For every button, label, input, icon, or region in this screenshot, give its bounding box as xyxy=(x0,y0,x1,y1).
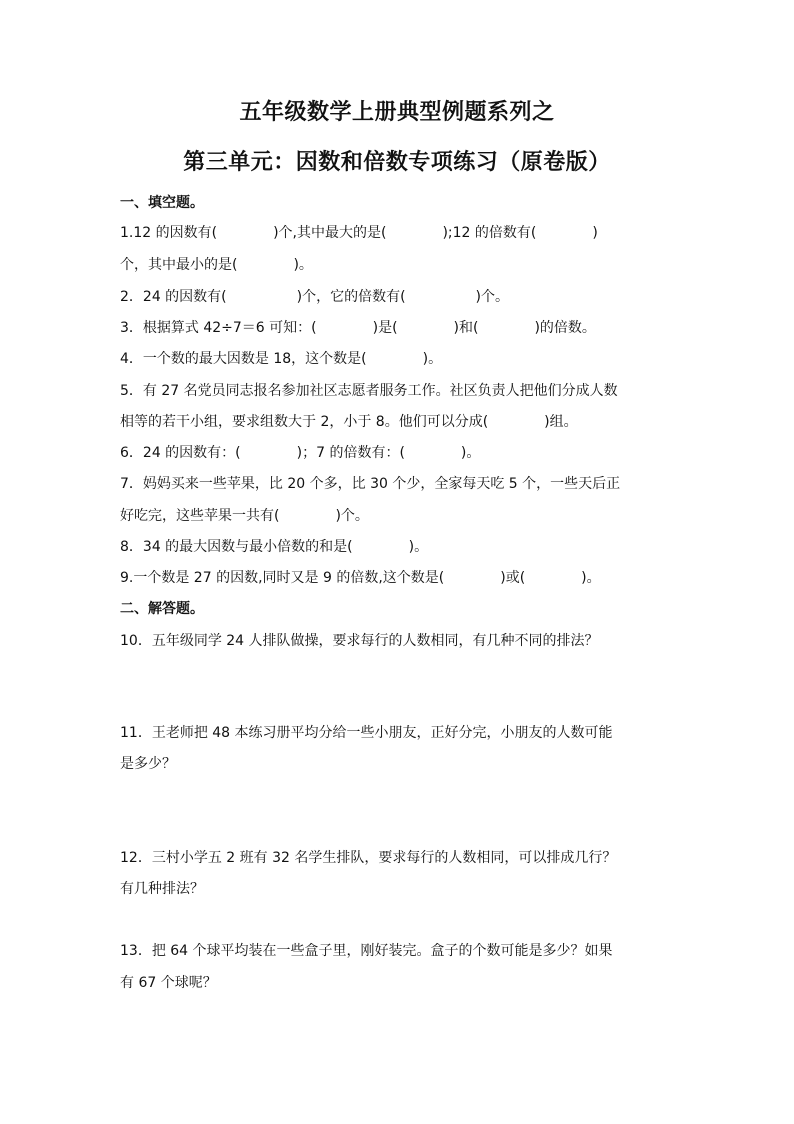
section-heading-fill-blank: 一、填空题。 xyxy=(120,195,204,211)
question-line: 1.12 的因数有( )个,其中最大的是( );12 的倍数有( ) xyxy=(120,225,598,241)
question-line: 相等的若干小组，要求组数大于 2，小于 8。他们可以分成( )组。 xyxy=(120,414,578,430)
question-line: 12．三村小学五 2 班有 32 名学生排队，要求每行的人数相同，可以排成几行？ xyxy=(120,850,617,866)
question-line: 7．妈妈买来一些苹果，比 20 个多，比 30 个少，全家每天吃 5 个，一些天后正 xyxy=(120,476,621,492)
question-line: 是多少？ xyxy=(120,756,176,772)
question-line: 6．24 的因数有：( )；7 的倍数有：( )。 xyxy=(120,445,481,461)
page-title: 五年级数学上册典型例题系列之 xyxy=(239,100,555,125)
question-line: 11．王老师把 48 本练习册平均分给一些小朋友，正好分完，小朋友的人数可能 xyxy=(120,725,613,741)
question-line: 个，其中最小的是( )。 xyxy=(120,257,313,273)
question-line: 好吃完，这些苹果一共有( )个。 xyxy=(120,508,369,524)
question-line: 10．五年级同学 24 人排队做操，要求每行的人数相同，有几种不同的排法？ xyxy=(120,633,599,649)
question-line: 13．把 64 个球平均装在一些盒子里，刚好装完。盒子的个数可能是多少？如果 xyxy=(120,943,613,959)
question-line: 5．有 27 名党员同志报名参加社区志愿者服务工作。社区负责人把他们分成人数 xyxy=(120,383,618,399)
question-line: 2．24 的因数有( )个，它的倍数有( )个。 xyxy=(120,289,510,305)
page-subtitle: 第三单元：因数和倍数专项练习（原卷版） xyxy=(183,150,611,175)
question-line: 3．根据算式 42÷7＝6 可知：( )是( )和( )的倍数。 xyxy=(120,320,596,336)
question-line: 有 67 个球呢？ xyxy=(120,975,217,991)
question-line: 有几种排法？ xyxy=(120,881,204,897)
question-line: 9.一个数是 27 的因数,同时又是 9 的倍数,这个数是( )或( )。 xyxy=(120,570,601,586)
question-line: 4．一个数的最大因数是 18，这个数是( )。 xyxy=(120,351,443,367)
question-line: 8．34 的最大因数与最小倍数的和是( )。 xyxy=(120,539,429,555)
section-heading-answer: 二、解答题。 xyxy=(120,601,204,617)
